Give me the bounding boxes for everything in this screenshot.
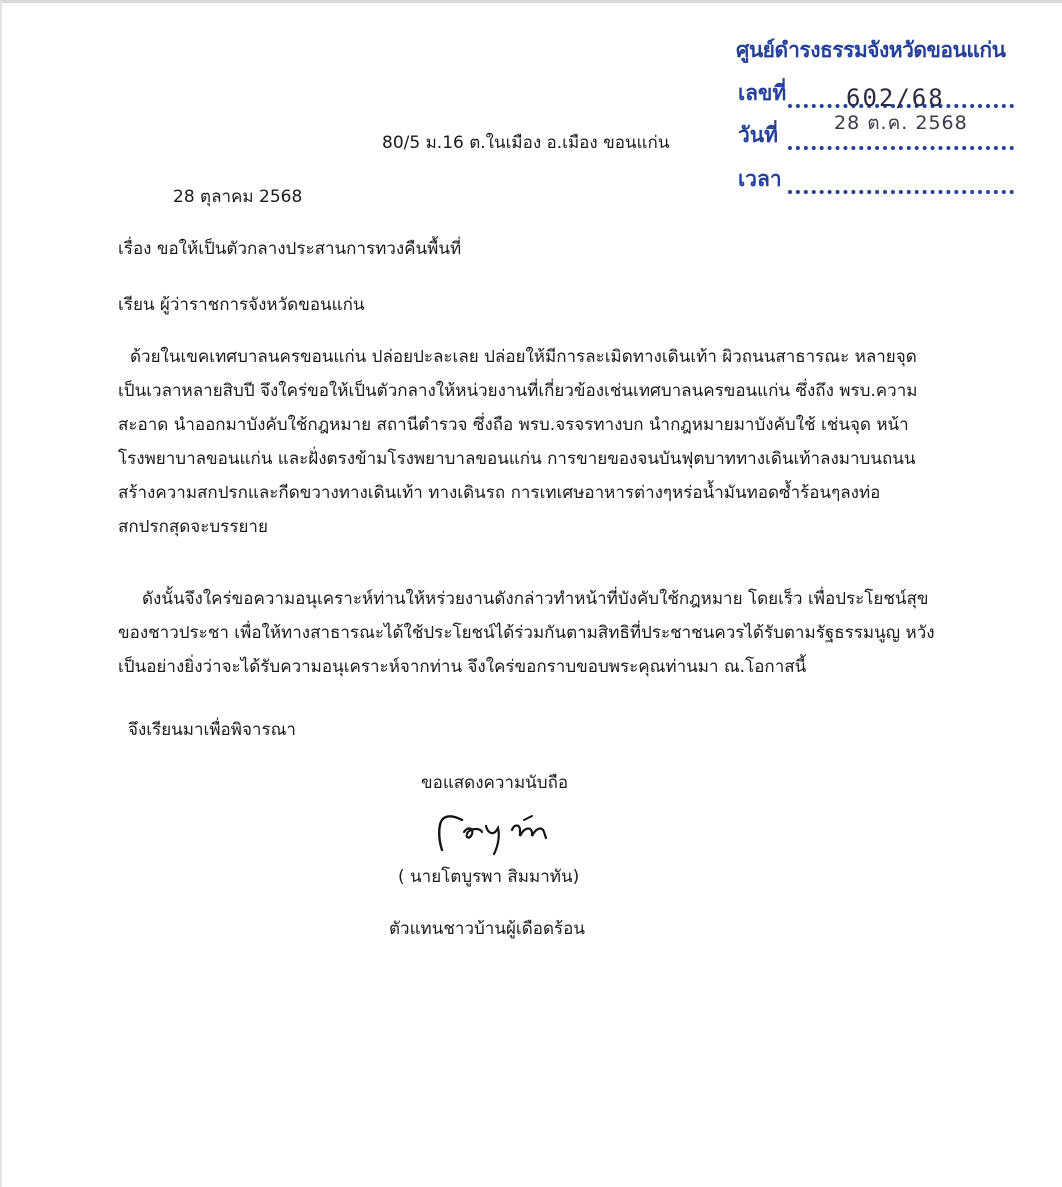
receiving-stamp <box>730 28 1030 198</box>
stamp-time-row <box>738 166 1028 200</box>
stamp-date-value: 28 ต.ค. 2568 <box>834 112 968 134</box>
paragraph-line: ด้วยในเขคเทศบาลนครขอนแก่น ปล่อยปะละเลย ปล่อยให้มีการละเมิดทางเดินเท้า ผิวถนนสาธารณะ หลายจุด <box>130 347 917 367</box>
stamp-time-label: เวลา <box>738 167 782 191</box>
stamp-dotted-line <box>788 146 1014 150</box>
paragraph-line: ของชาวประชา เพื่อให้ทางสาธารณะได้ใช้ประโยชน์ได้ร่วมกันตามสิทธิที่ประชาชนควรได้รับตามรัฐธรรมนูญ หวัง <box>118 623 935 643</box>
letter-salutation: เรียน ผู้ว่าราชการจังหวัดขอนแก่น <box>118 295 365 315</box>
letter-subject: เรื่อง ขอให้เป็นตัวกลางประสานการทวงคืนพื้นที่ <box>118 239 462 259</box>
scan-edge-top <box>0 0 1062 3</box>
stamp-number-value: 602/68 <box>846 84 945 112</box>
stamp-dotted-line <box>788 190 1014 194</box>
paragraph-line: สะอาด นำออกมาบังคับใช้กฎหมาย สถานีตำรวจ ซึ่งถือ พรบ.จรจรทางบก นำกฎหมายมาบังคับใช้ เช่นจุด หน้า <box>118 415 909 435</box>
paragraph-line: โรงพยาบาลขอนแก่น และฝั่งตรงข้ามโรงพยาบาลขอนแก่น การขายของจนบันฟุตบาททางเดินเท้าลงมาบนถนน <box>118 449 916 469</box>
stamp-number-label: เลขที่ <box>738 81 787 105</box>
paragraph-line: เป็นเวลาหลายสิบปี จึงใคร่ขอให้เป็นตัวกลางให้หน่วยงานที่เกี่ยวข้องเช่นเทศบาลนครขอนแก่น ซึ่งถึง พรบ.ความ <box>118 381 918 401</box>
sender-address: 80/5 ม.16 ต.ในเมือง อ.เมือง ขอนแก่น <box>382 133 670 153</box>
stamp-title: ศูนย์ดำรงธรรมจังหวัดขอนแก่น <box>736 38 1006 62</box>
stamp-date-label: วันที่ <box>738 123 778 147</box>
paragraph-line: สกปรกสุดจะบรรยาย <box>118 517 268 537</box>
signer-title: ตัวแทนชาวบ้านผู้เดือดร้อน <box>389 919 585 939</box>
scan-edge-left <box>0 0 2 1187</box>
signer-name: ( นายโตบูรพา สิมมาทัน) <box>398 867 580 887</box>
paragraph-line: สร้างความสกปรกและกีดขวางทางเดินเท้า ทางเดินรถ การเทเศษอาหารต่างๆหร่อน้ำมันทอดซ้ำร้อนๆลงท่อ <box>118 483 881 503</box>
letter-closing: จึงเรียนมาเพื่อพิจารณา <box>128 720 296 740</box>
paragraph-line: ดังนั้นจึงใคร่ขอความอนุเคราะห์ท่านให้หร่วยงานดังกล่าวทำหน้าที่บังคับใช้กฎหมาย โดยเร็ว เพื่อประโยชน์สุข <box>142 589 929 609</box>
letter-date: 28 ตุลาคม 2568 <box>173 187 303 207</box>
stamp-date-row <box>738 112 1028 156</box>
handwritten-signature <box>428 810 578 858</box>
letter-regards: ขอแสดงความนับถือ <box>421 773 569 793</box>
paragraph-line: เป็นอย่างยิ่งว่าจะได้รับความอนุเคราะห์จากท่าน จึงใคร่ขอกราบขอบพระคุณท่านมา ณ.โอกาสนี้ <box>118 657 807 677</box>
